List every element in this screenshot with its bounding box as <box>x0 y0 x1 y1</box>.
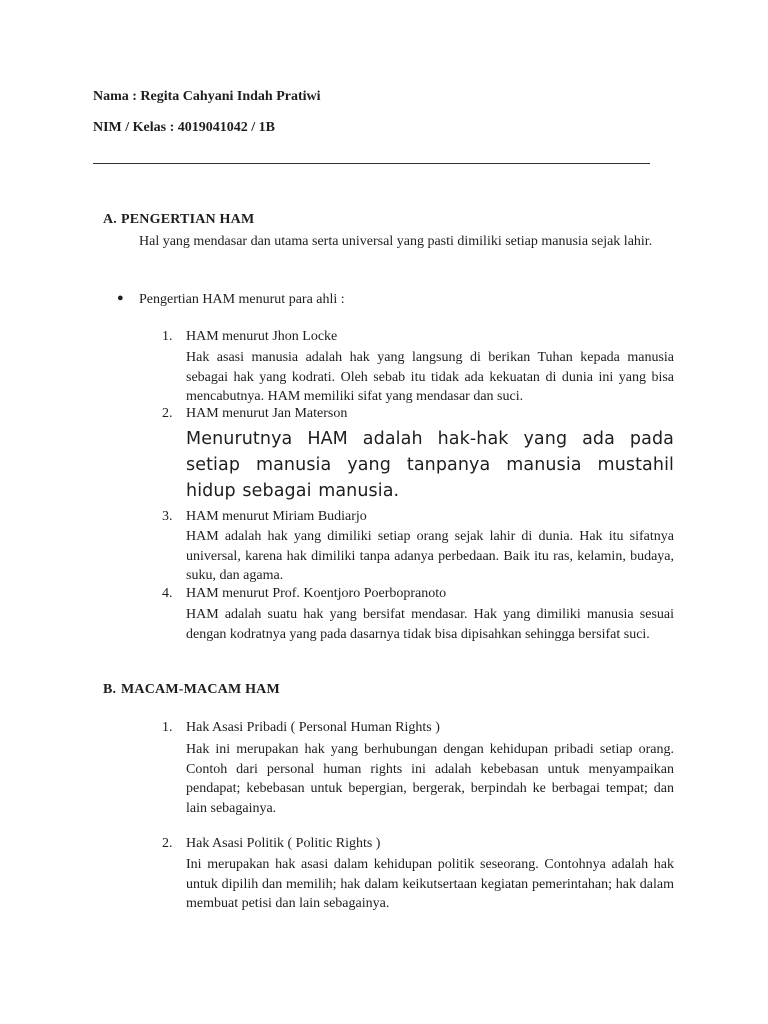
list-item-number: 1. <box>162 720 173 735</box>
list-item-body: HAM adalah hak yang dimiliki setiap orang sejak lahir di dunia. Hak itu sifatnya universal, karena hak dimiliki tanpa adanya perbedaan. Baik itu ras, kelamin, budaya, suku, dan agama. <box>186 529 674 583</box>
section-b-label: B. <box>103 682 117 697</box>
list-item-title: HAM menurut Prof. Koentjoro Poerbopranoto <box>186 586 447 601</box>
list-item-number: 3. <box>162 509 173 524</box>
list-item-title: HAM menurut Jan Materson <box>186 406 348 421</box>
list-item-body: Hak asasi manusia adalah hak yang langsung di berikan Tuhan kepada manusia sebagai hak yang kodrati. Oleh sebab itu tidak ada kekuatan di dunia ini yang bisa mencabutnya. HAM memiliki sifat yang mendasar dan suci. <box>186 350 674 404</box>
section-a-title: PENGERTIAN HAM <box>121 212 255 227</box>
section-a-label: A. <box>103 212 118 227</box>
section-b-heading <box>103 682 280 698</box>
ham-definition: Hal yang mendasar dan utama serta universal yang pasti dimiliki setiap manusia sejak lahir. <box>139 234 653 249</box>
list-item-body: Menurutnya HAM adalah hak-hak yang ada pada setiap manusia yang tanpanya manusia mustahil hidup sebagai manusia. <box>186 429 674 501</box>
list-item-body: Hak ini merupakan hak yang berhubungan dengan kehidupan pribadi setiap orang. Contoh dari personal human rights ini adalah kebebasan untuk menyampaikan pendapat; kebebasan untuk bepergian, bergerak, berpindah ke berbagai tempat; dan lain sebagainya. <box>186 742 674 816</box>
list-item-body: Ini merupakan hak asasi dalam kehidupan politik seseorang. Contohnya adalah hak untuk dipilih dan memilih; hak dalam keikutsertaan kegiatan pemerintahan; hak dalam membuat petisi dan lain sebagainya. <box>186 857 674 911</box>
header-divider <box>93 163 650 164</box>
list-item-body: HAM adalah suatu hak yang bersifat mendasar. Hak yang dimiliki manusia sesuai dengan kodratnya yang pada dasarnya tidak bisa dipisahkan sehingga bersifat suci. <box>186 607 674 642</box>
list-item-number: 1. <box>162 329 173 344</box>
section-b-title: MACAM-MACAM HAM <box>121 682 280 697</box>
list-item-number: 2. <box>162 406 173 421</box>
experts-bullet-text: Pengertian HAM menurut para ahli : <box>139 292 345 307</box>
student-id-class: NIM / Kelas : 4019041042 / 1B <box>93 120 275 135</box>
list-item-number: 2. <box>162 836 173 851</box>
section-a-heading <box>103 212 254 228</box>
list-item-number: 4. <box>162 586 173 601</box>
list-item-title: HAM menurut Jhon Locke <box>186 329 338 344</box>
list-item-title: HAM menurut Miriam Budiarjo <box>186 509 367 524</box>
student-name: Nama : Regita Cahyani Indah Pratiwi <box>93 89 321 104</box>
list-item-title: Hak Asasi Pribadi ( Personal Human Rights ) <box>186 720 440 735</box>
list-item-title: Hak Asasi Politik ( Politic Rights ) <box>186 836 381 851</box>
bullet-icon: ● <box>117 292 124 304</box>
